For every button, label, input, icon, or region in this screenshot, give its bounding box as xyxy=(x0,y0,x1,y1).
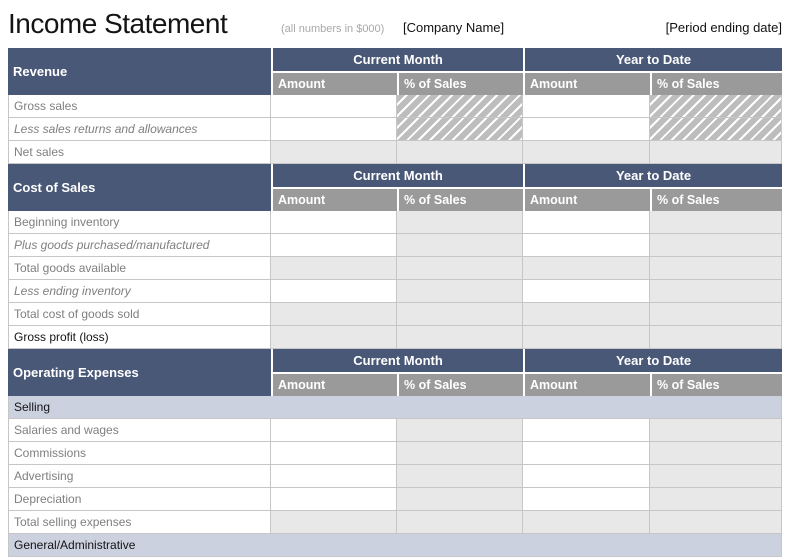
cell-current-pct xyxy=(397,234,523,257)
row-label: Plus goods purchased/manufactured xyxy=(8,234,271,257)
column-header-amount: Amount xyxy=(523,372,650,396)
row-total-cost-of-goods-sold xyxy=(8,303,782,326)
cell-current-amount[interactable] xyxy=(271,442,397,465)
page-title: Income Statement xyxy=(8,8,228,39)
row-less-sales-returns xyxy=(8,118,782,141)
subsection-selling xyxy=(8,396,782,419)
cell-ytd-pct xyxy=(650,118,782,141)
row-label: Total cost of goods sold xyxy=(8,303,271,326)
cell-ytd-pct xyxy=(650,303,782,326)
cell-ytd-amount[interactable] xyxy=(523,488,650,511)
cell-ytd-amount[interactable] xyxy=(523,234,650,257)
cell-current-amount xyxy=(271,141,397,164)
units-note: (all numbers in $000) xyxy=(281,23,385,35)
cell-ytd-pct xyxy=(650,257,782,280)
cell-ytd-pct xyxy=(650,211,782,234)
cell-current-amount[interactable] xyxy=(271,118,397,141)
cell-current-pct xyxy=(397,280,523,303)
cell-current-pct xyxy=(397,488,523,511)
cell-current-amount[interactable] xyxy=(271,280,397,303)
row-label: Commissions xyxy=(8,442,271,465)
row-salaries-and-wages xyxy=(8,419,782,442)
row-plus-goods-purchased xyxy=(8,234,782,257)
column-header-pct-of-sales: % of Sales xyxy=(650,187,782,211)
cell-ytd-amount[interactable] xyxy=(523,465,650,488)
row-depreciation xyxy=(8,488,782,511)
cell-ytd-pct xyxy=(650,95,782,118)
row-less-ending-inventory xyxy=(8,280,782,303)
cell-ytd-amount[interactable] xyxy=(523,95,650,118)
section-title-revenue: Revenue xyxy=(8,48,271,95)
section-header-revenue xyxy=(8,48,782,71)
row-label: Net sales xyxy=(8,141,271,164)
cell-current-amount xyxy=(271,257,397,280)
cell-current-pct xyxy=(397,118,523,141)
column-header-pct-of-sales: % of Sales xyxy=(397,187,523,211)
column-group-year-to-date: Year to Date xyxy=(523,164,782,187)
cell-current-pct xyxy=(397,326,523,349)
cell-current-amount xyxy=(271,326,397,349)
cell-current-pct xyxy=(397,95,523,118)
column-header-amount: Amount xyxy=(271,372,397,396)
column-header-pct-of-sales: % of Sales xyxy=(397,71,523,95)
row-label: Depreciation xyxy=(8,488,271,511)
cell-current-amount[interactable] xyxy=(271,419,397,442)
cell-current-amount xyxy=(271,511,397,534)
column-header-amount: Amount xyxy=(523,187,650,211)
subsection-label: Selling xyxy=(8,396,782,419)
cell-current-pct xyxy=(397,465,523,488)
cell-ytd-pct xyxy=(650,280,782,303)
cell-current-pct xyxy=(397,141,523,164)
cell-current-amount[interactable] xyxy=(271,234,397,257)
company-name-placeholder[interactable]: [Company Name] xyxy=(403,20,505,35)
row-total-selling-expenses xyxy=(8,511,782,534)
row-advertising xyxy=(8,465,782,488)
cell-current-amount[interactable] xyxy=(271,95,397,118)
cell-ytd-pct xyxy=(650,488,782,511)
title-band xyxy=(0,0,790,48)
cell-current-pct xyxy=(397,257,523,280)
column-header-amount: Amount xyxy=(523,71,650,95)
column-group-current-month: Current Month xyxy=(271,48,523,71)
column-header-amount: Amount xyxy=(271,187,397,211)
row-label: Total goods available xyxy=(8,257,271,280)
row-label: Salaries and wages xyxy=(8,419,271,442)
column-group-current-month: Current Month xyxy=(271,349,523,372)
cell-ytd-amount xyxy=(523,257,650,280)
cell-ytd-pct xyxy=(650,511,782,534)
section-title-cost-of-sales: Cost of Sales xyxy=(8,164,271,211)
cell-current-amount xyxy=(271,303,397,326)
row-label: Less sales returns and allowances xyxy=(8,118,271,141)
row-beginning-inventory xyxy=(8,211,782,234)
row-gross-profit-loss xyxy=(8,326,782,349)
cell-ytd-pct xyxy=(650,442,782,465)
cell-ytd-pct xyxy=(650,419,782,442)
subsection-label: General/Administrative xyxy=(8,534,782,557)
row-label: Beginning inventory xyxy=(8,211,271,234)
cell-ytd-amount[interactable] xyxy=(523,419,650,442)
cell-ytd-amount[interactable] xyxy=(523,280,650,303)
cell-ytd-pct xyxy=(650,465,782,488)
cell-current-pct xyxy=(397,419,523,442)
cell-current-amount[interactable] xyxy=(271,488,397,511)
row-gross-sales xyxy=(8,95,782,118)
row-label: Gross sales xyxy=(8,95,271,118)
cell-ytd-pct xyxy=(650,234,782,257)
row-label: Less ending inventory xyxy=(8,280,271,303)
row-net-sales xyxy=(8,141,782,164)
column-header-pct-of-sales: % of Sales xyxy=(650,372,782,396)
column-group-current-month: Current Month xyxy=(271,164,523,187)
section-title-operating-expenses: Operating Expenses xyxy=(8,349,271,396)
column-header-pct-of-sales: % of Sales xyxy=(650,71,782,95)
cell-current-pct xyxy=(397,211,523,234)
section-header-operating-expenses xyxy=(8,349,782,372)
cell-ytd-amount[interactable] xyxy=(523,118,650,141)
period-ending-placeholder[interactable]: [Period ending date] xyxy=(665,20,782,35)
cell-ytd-amount[interactable] xyxy=(523,442,650,465)
cell-current-pct xyxy=(397,442,523,465)
income-statement-table xyxy=(8,48,782,557)
cell-ytd-amount xyxy=(523,511,650,534)
cell-ytd-amount xyxy=(523,326,650,349)
cell-ytd-amount xyxy=(523,141,650,164)
row-total-goods-available xyxy=(8,257,782,280)
cell-current-amount[interactable] xyxy=(271,465,397,488)
column-header-amount: Amount xyxy=(271,71,397,95)
column-header-pct-of-sales: % of Sales xyxy=(397,372,523,396)
row-label: Gross profit (loss) xyxy=(8,326,271,349)
column-group-year-to-date: Year to Date xyxy=(523,48,782,71)
section-header-cost-of-sales xyxy=(8,164,782,187)
cell-ytd-pct xyxy=(650,326,782,349)
cell-ytd-amount[interactable] xyxy=(523,211,650,234)
cell-ytd-amount xyxy=(523,303,650,326)
subsection-general-administrative xyxy=(8,534,782,557)
row-commissions xyxy=(8,442,782,465)
cell-current-pct xyxy=(397,303,523,326)
cell-current-pct xyxy=(397,511,523,534)
cell-current-amount[interactable] xyxy=(271,211,397,234)
row-label: Total selling expenses xyxy=(8,511,271,534)
row-label: Advertising xyxy=(8,465,271,488)
cell-ytd-pct xyxy=(650,141,782,164)
column-group-year-to-date: Year to Date xyxy=(523,349,782,372)
